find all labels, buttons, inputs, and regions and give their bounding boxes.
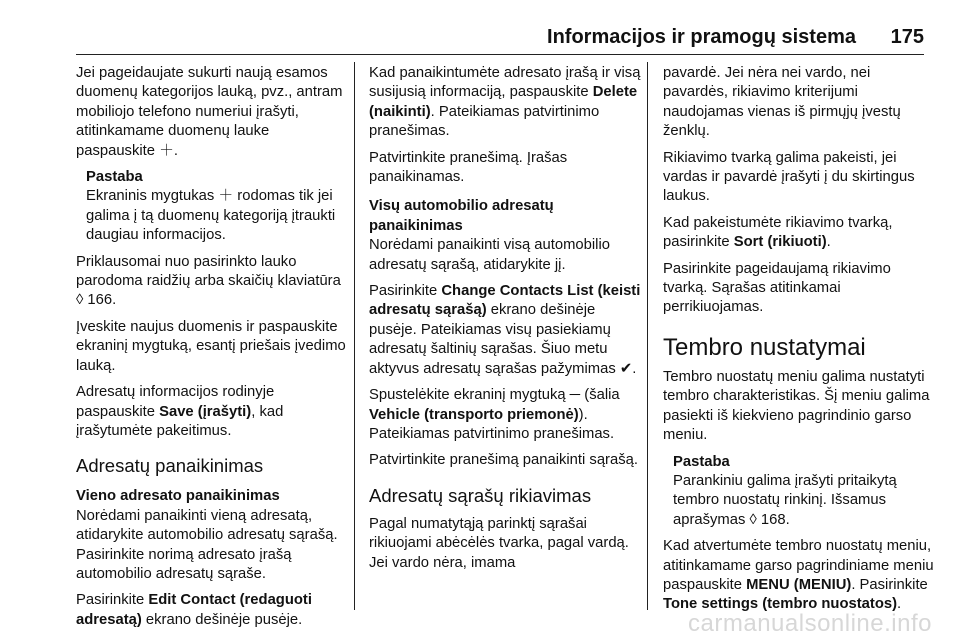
section-heading-sort: Adresatų sąrašų rikiavimas [369,484,592,506]
header-rule [76,54,924,55]
paragraph: Tembro nuostatų meniu galima nustatyti tembro charakteristikas. Šį meniu galima pasiekti iš kiekvieno pagrindinio garso meniu. [663,368,930,444]
watermark: carmanualsonline.info [688,610,932,637]
chapter-heading-tone: Tembro nustatymai [663,333,866,361]
ui-term-save: Save (įrašyti) [159,403,252,420]
paragraph: Pasirinkite Change Contacts List (keisti adresatų sąrašą) ekrano dešinėje pusėje. Pateikiamas visų pasiekiamų adresatų šaltinių sąrašas. Šiuo metu aktyvus adresatų sąrašas pažymimas ✔. [369,283,641,377]
column-divider-2 [647,62,648,610]
column-divider-1 [354,62,355,610]
note-title: Pastaba [673,453,730,470]
ui-term-edit-contact: Edit Contact (redaguoti adresatą) [76,592,312,628]
ui-term-vehicle: Vehicle (transporto priemonė) [369,406,579,423]
section-title: Informacijos ir pramogų sistema [547,26,856,48]
page-header [0,0,960,62]
paragraph: Kad atvertumėte tembro nuostatų meniu, atitinkamame garso pagrindiniame meniu paspauskite MENU (MENIU). Pasirinkite Tone settings (tembro nuostatos). [663,538,934,613]
section-heading-delete: Adresatų panaikinimas [76,455,264,477]
paragraph: Pasirinkite pageidaujamą rikiavimo tvarką. Sąrašas atitinkamai perrikiuojamas. [663,260,891,316]
note-title: Pastaba [86,169,143,186]
paragraph: Patvirtinkite pranešimą panaikinti sąrašą. [369,452,638,469]
subheading-delete-all: Visų automobilio adresatų panaikinimas [369,198,554,234]
paragraph: Jei pageidaujate sukurti naują esamos duomenų kategorijos lauką, pvz., antram mobiliojo telefono numeriui įrašyti, atitinkamame duomenų lauke paspauskite ＋. [76,65,343,159]
note-box [673,453,935,531]
paragraph: Priklausomai nuo pasirinkto lauko parodoma raidžių arba skaičių klaviatūra ◊ 166. [76,253,341,309]
paragraph: Rikiavimo tvarką galima pakeisti, jei vardas ir pavardė įrašyti į du skirtingus laukus. [663,149,915,205]
note-body: Ekraninis mygtukas ＋ rodomas tik jei galima į tą duomenų kategoriją įtraukti daugiau informacijos. [86,188,336,244]
ui-term-menu: MENU (MENIU) [746,576,852,593]
subheading-delete-one: Vieno adresato panaikinimas [76,488,280,505]
note-box [86,168,348,246]
paragraph: Įveskite naujus duomenis ir paspauskite ekraninį mygtuką, esantį priešais įvedimo lauką. [76,318,346,374]
ui-term-change-contacts-list: Change Contacts List (keisti adresatų sąrašą) [369,283,641,319]
column-1 [76,64,348,628]
paragraph: Pasirinkite Edit Contact (redaguoti adresatą) ekrano dešinėje pusėje. [76,592,312,628]
ui-term-tone-settings: Tone settings (tembro nuostatos) [663,596,898,613]
paragraph: pavardė. Jei nėra nei vardo, nei pavardės, rikiavimo kriterijumi naudojamas vienas iš pirmųjų įvestų ženklų. [663,65,901,140]
ui-term-delete: Delete (naikinti) [369,84,638,120]
paragraph: Adresatų informacijos rodinyje paspauskite Save (įrašyti), kad įrašytumėte pakeitimus. [76,384,284,439]
paragraph: Spustelėkite ekraninį mygtuką ─ (šalia Vehicle (transporto priemonė)). Pateikiamas patvirtinimo pranešimas. [369,387,620,442]
ui-term-sort: Sort (rikiuoti) [733,234,827,251]
page-number: 175 [890,26,924,48]
paragraph: Norėdami panaikinti vieną adresatą, atidarykite automobilio adresatų sąrašą. Pasirinkite norimą adresato įrašą automobilio adresatų sąraše. [76,507,338,582]
note-body: Parankiniu galima įrašyti pritaikytą tembro nuostatų rinkinį. Išsamus aprašymas ◊ 168. [673,472,897,528]
column-3 [663,64,935,612]
column-2 [369,64,641,612]
paragraph: Kad pakeistumėte rikiavimo tvarką, pasirinkite Sort (rikiuoti). [663,214,893,251]
paragraph: Patvirtinkite pranešimą. Įrašas panaikinamas. [369,149,568,186]
paragraph: Pagal numatytąją parinktį sąrašai rikiuojami abėcėlės tvarka, pagal vardą. Jei vardo nėra, imama [369,515,629,571]
paragraph: Norėdami panaikinti visą automobilio adresatų sąrašą, atidarykite jį. [369,237,610,273]
paragraph: Kad panaikintumėte adresato įrašą ir visą susijusią informaciją, paspauskite Delete (naikinti). Pateikiamas patvirtinimo pranešimas. [369,65,641,140]
